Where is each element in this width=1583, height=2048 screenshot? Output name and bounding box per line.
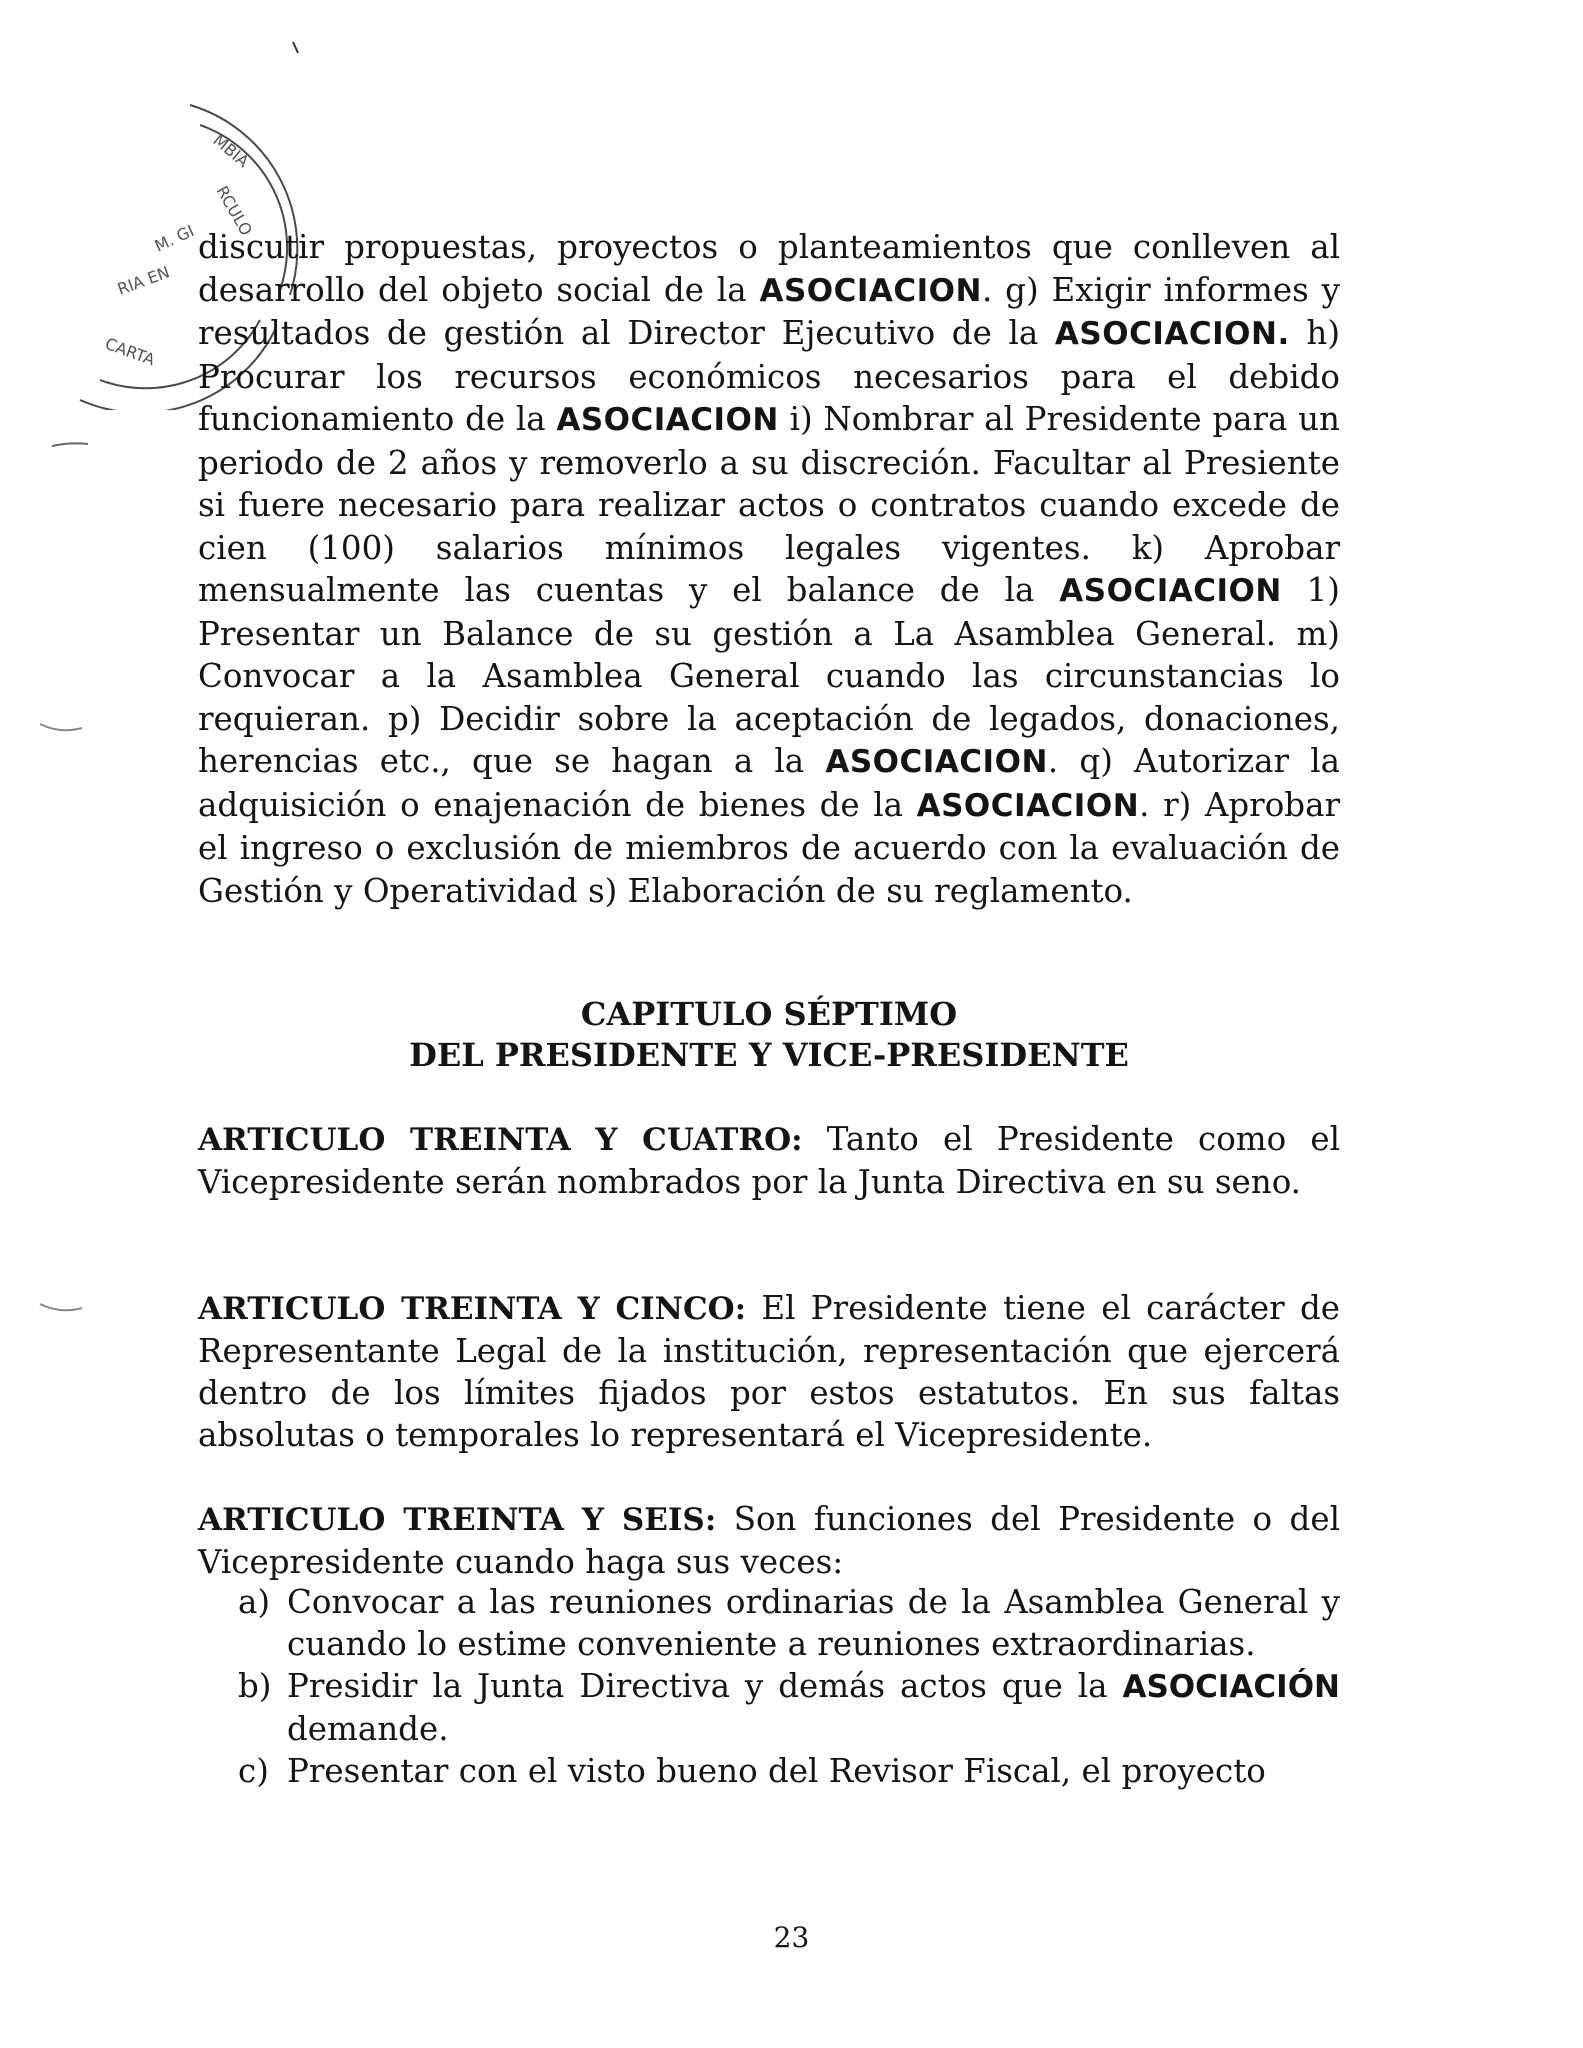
- scan-speck: [290, 40, 302, 56]
- stamp-text-4: RIA EN: [114, 262, 173, 299]
- list-item: [238, 1581, 1340, 1665]
- article-label: ARTICULO TREINTA Y SEIS:: [198, 1502, 717, 1538]
- article-36: [198, 1498, 1340, 1583]
- stamp-text-5: CARTA: [102, 333, 158, 370]
- list-item-letter: b): [238, 1667, 272, 1705]
- asociacion-bold: ASOCIACION: [556, 402, 779, 438]
- president-functions-list: [238, 1581, 1340, 1792]
- list-item-text: Presidir la Junta Directiva y demás actos que la: [287, 1667, 1123, 1705]
- article-label: ARTICULO TREINTA Y CUATRO:: [198, 1122, 803, 1158]
- scan-speck: [50, 440, 90, 452]
- list-item-text-after: demande.: [287, 1710, 449, 1748]
- list-item-text: Presentar con el visto bueno del Revisor Fiscal, el proyecto: [287, 1752, 1266, 1790]
- list-item: [238, 1750, 1340, 1792]
- continuation-paragraph: discutir propuestas, proyectos o planteamientos que conlleven al desarrollo del objeto social de la ASOCIACION. g) Exigir informes y resultados de gestión al Director Ejecutivo de la ASOCIACION. h) Procurar los recursos económicos necesarios para el debido funcionamiento de la ASOCIACION i) Nombrar al Presidente para un periodo de 2 años y removerlo a su discreción. Facultar al Presiente si fuere necesario para realizar actos o contratos cuando excede de cien (100) salarios mínimos legales vigentes. k) Aprobar mensualmente las cuentas y el balance de la ASOCIACION 1) Presentar un Balance de su gestión a La Asamblea General. m) Convocar a la Asamblea General cuando las circunstancias lo requieran. p) Decidir sobre la aceptación de legados, donaciones, herencias etc., que se hagan a la ASOCIACION. q) Autorizar la adquisición o enajenación de bienes de la ASOCIACION. r) Aprobar el ingreso o exclusión de miembros de acuerdo con la evaluación de Gestión y Operatividad s) Elaboración de su reglamento.: [198, 228, 1340, 910]
- list-item: [238, 1665, 1340, 1750]
- chapter-title: CAPITULO SÉPTIMO: [580, 995, 958, 1033]
- asociacion-bold: ASOCIACIÓN: [1122, 1669, 1340, 1705]
- article-label: ARTICULO TREINTA Y CINCO:: [198, 1291, 747, 1327]
- article-34: [198, 1118, 1340, 1203]
- stamp-text-2: RCULO: [212, 182, 257, 239]
- asociacion-bold: ASOCIACION: [825, 744, 1048, 780]
- asociacion-bold: ASOCIACION.: [1054, 316, 1290, 352]
- scan-speck: [38, 720, 84, 736]
- list-item-text: Convocar a las reuniones ordinarias de la Asamblea General y cuando lo estime conveniente a reuniones extraordinarias.: [287, 1583, 1340, 1663]
- list-item-letter: c): [238, 1752, 269, 1790]
- scan-speck: [38, 1300, 84, 1316]
- list-item-letter: a): [238, 1583, 271, 1621]
- chapter-subtitle: DEL PRESIDENTE Y VICE-PRESIDENTE: [409, 1036, 1129, 1074]
- article-35: [198, 1287, 1340, 1456]
- asociacion-bold: ASOCIACION: [1059, 573, 1282, 609]
- stamp-text-1: MBIA: [209, 130, 253, 172]
- article-text: Son funciones del Presidente o del Vicepresidente cuando haga sus veces:: [198, 1500, 1340, 1581]
- article-text: El Presidente tiene el carácter de Representante Legal de la institución, representación que ejercerá dentro de los límites fijados por estos estatutos. En sus faltas absolutas o temporales lo representará el Vicepresidente.: [198, 1289, 1340, 1454]
- asociacion-bold: ASOCIACION: [916, 787, 1140, 824]
- page-number: 23: [773, 1921, 810, 1954]
- stamp-text-3: M. GI: [151, 221, 197, 256]
- article-text: Tanto el Presidente como el Vicepresidente serán nombrados por la Junta Directiva en su seno.: [198, 1120, 1341, 1201]
- asociacion-bold: ASOCIACION: [759, 272, 982, 309]
